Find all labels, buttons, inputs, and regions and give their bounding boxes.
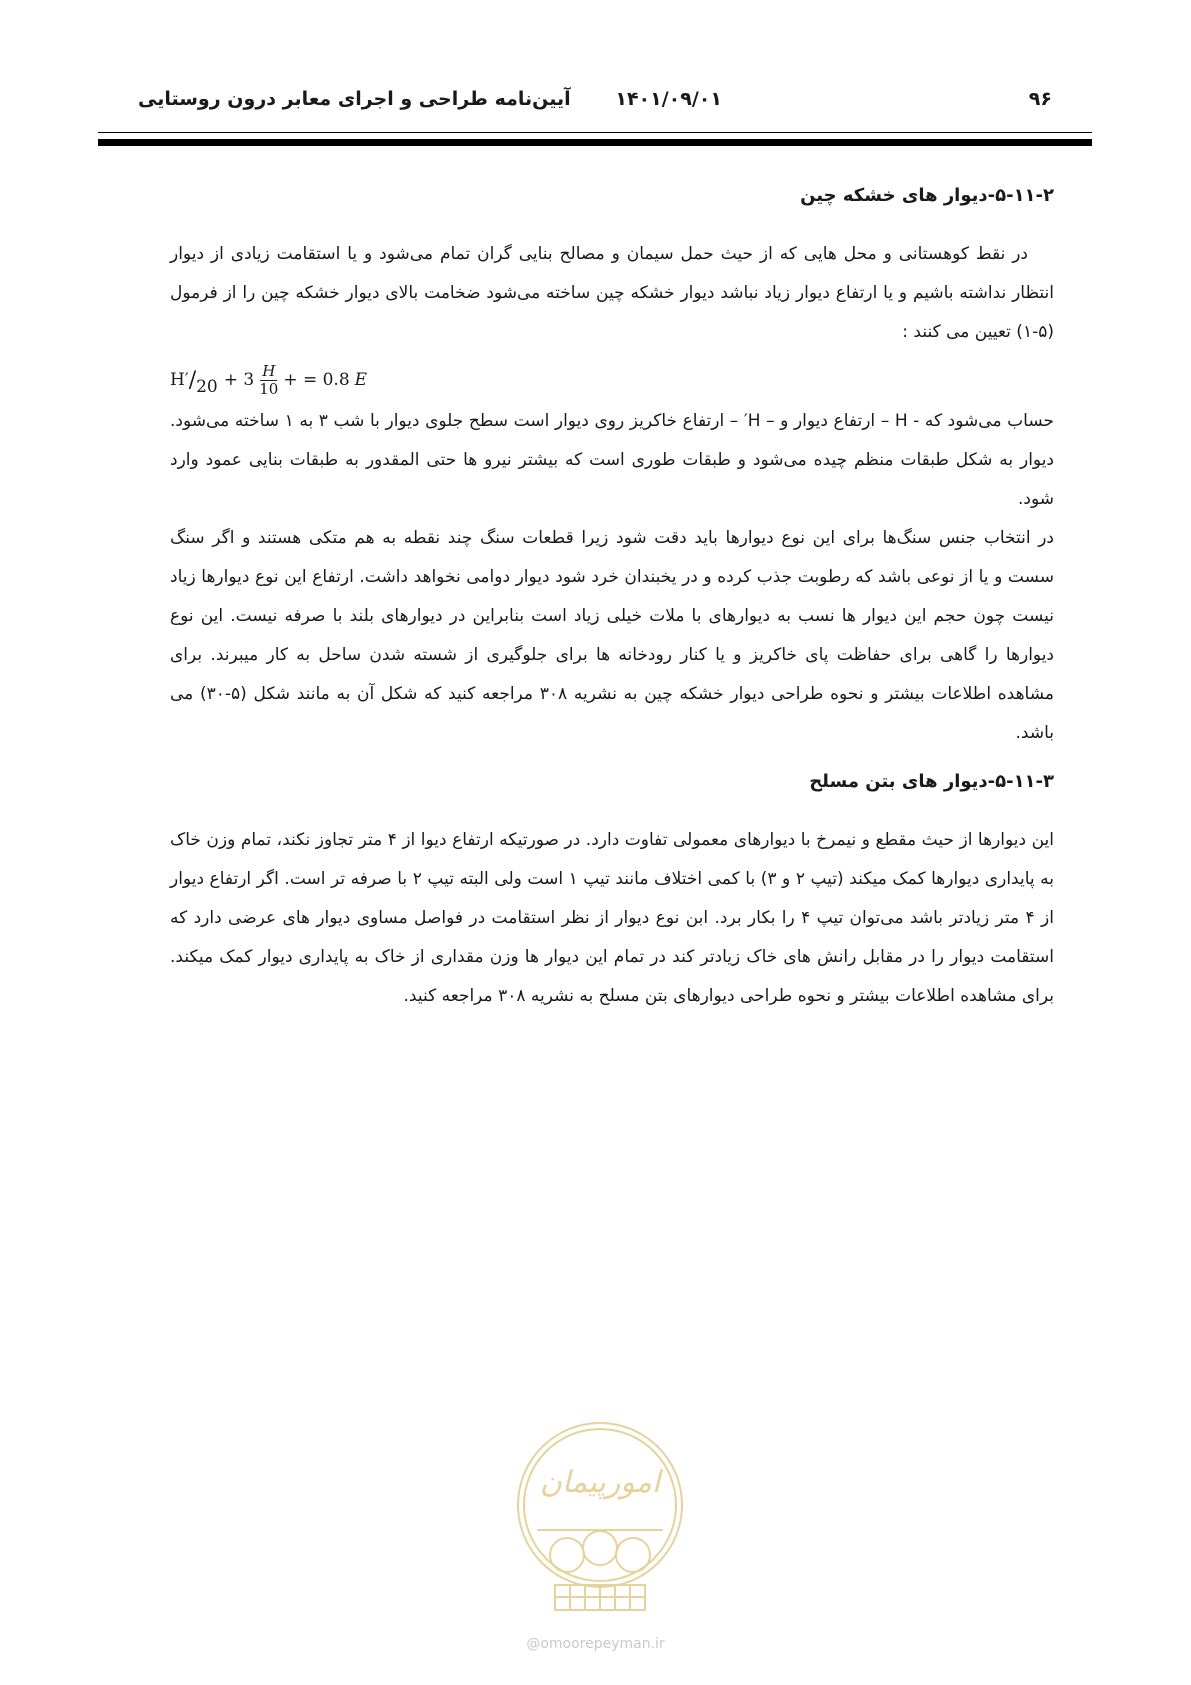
- watermark-handle: @omoorepeyman.ir: [526, 1636, 665, 1652]
- formula-subscript-20: 20: [196, 377, 218, 397]
- header-rule-thin: [98, 132, 1092, 133]
- paragraph-wall-height: حساب می‌شود که - H – ارتفاع دیوار و – H′ – ارتفاع خاکریز روی دیوار است سطح جلوی دیوار با شب ۳ به ۱ ساخته می‌شود. دیوار به شکل طبقات منظم چیده می‌شود و طبقات طوری است که بیشتر نیرو ها حتی المقدور به طبقات بنایی عمود وارد شود.: [170, 411, 1054, 509]
- page-content: [170, 183, 1054, 1016]
- document-title: آیین‌نامه طراحی و اجرای معابر درون روستایی: [138, 88, 571, 110]
- formula-rest: + = 0.8: [283, 370, 350, 390]
- section-heading-dry-stone-wall: ۵-۱۱-۲-دیوار های خشکه چین: [800, 185, 1054, 206]
- formula-fraction: [257, 363, 280, 398]
- seal-icon: [515, 1410, 685, 1620]
- formula-fraction-denominator: 10: [259, 379, 279, 398]
- page-header: [98, 88, 1092, 120]
- publisher-seal-logo: [515, 1410, 685, 1620]
- paragraph-reinforced-concrete: این دیوارها از حیث مقطع و نیمرخ با دیوارهای معمولی تفاوت دارد. در صورتیکه ارتفاع دیوا از ۴ متر تجاوز نکند، تمام وزن خاک به پایداری دیوارها کمک میکند (تیپ ۲ و ۳) با کمی اختلاف مانند تیپ ۱ است ولی البته تیپ ۲ با صرفه تر است. اگر ارتفاع دیوار از ۴ متر زیادتر باشد می‌توان تیپ ۴ را بکار برد. ابن نوع دیوار از نظر استقامت در فواصل مساوی دیوار های عرضی دارد که استقامت دیوار را در مقابل رانش های خاک زیادتر کند در تمام این دیوار ها وزن مقداری از خاک به پایداری دیوار کمک میکند. برای مشاهده اطلاعات بیشتر و نحوه طراحی دیوارهای بتن مسلح به نشریه ۳۰۸ مراجعه کنید.: [170, 830, 1054, 1006]
- header-date: ۱۴۰۱/۰۹/۰۱: [615, 88, 722, 110]
- formula-e: E: [354, 370, 368, 390]
- paragraph-stone-selection: در انتخاب جنس سنگ‌ها برای این نوع دیوارها باید دقت شود زیرا قطعات سنگ چند نقطه به هم متکی هستند و اگر سنگ سست و یا از نوعی باشد که رطوبت جذب کرده و در یخبندان خرد شود دیوار دوامی نخواهد داشت. ارتفاع این نوع دیوارها زیاد نیست چون حجم این دیوار ها نسب به دیوارهای با ملات خیلی زیاد است بنابراین در دیوارهای بلند با صرفه نیست. این نوع دیوارها را گاهی برای حفاظت پای خاکریز و یا کنار رودخانه ها برای جلوگیری از شسته شدن ساحل به کار میبرند. برای مشاهده اطلاعات بیشتر و نحوه طراحی دیوار خشکه چین به نشریه ۳۰۸ مراجعه کنید که شکل آن به مانند شکل (۵-۳۰) می باشد.: [170, 528, 1055, 743]
- formula-5-1: [170, 354, 1054, 406]
- formula-fraction-numerator: H: [262, 361, 276, 380]
- page-number: ۹۶: [1028, 88, 1052, 110]
- section-heading-reinforced-concrete-wall: ۵-۱۱-۳-دیوار های بتن مسلح: [809, 771, 1054, 792]
- header-rule-thick: [98, 139, 1092, 146]
- formula-h-prime: H′: [170, 370, 189, 390]
- paragraph-dry-stone-intro: در نقط کوهستانی و محل هایی که از حیث حمل سیمان و مصالح بنایی گران تمام می‌شود و یا استقامت زیادی از دیوار انتظار نداشته باشیم و یا ارتفاع دیوار زیاد نباشد دیوار خشکه چین ساخته می‌شود ضخامت بالای دیوار خشکه چین را از فرمول (۵-۱) تعیین می کنند :: [170, 244, 1054, 342]
- formula-plus-3: + 3: [223, 370, 255, 390]
- svg-text:امورپیمان: امورپیمان: [539, 1465, 661, 1500]
- formula-slash: /: [188, 367, 197, 393]
